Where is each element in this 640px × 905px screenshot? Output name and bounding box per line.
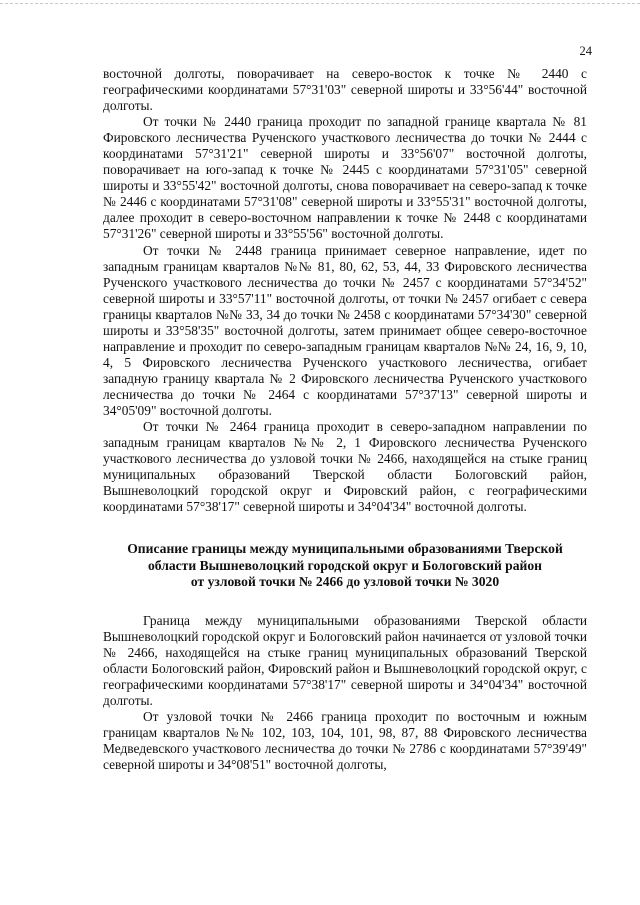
section-heading-line: области Вышневолоцкий городской округ и Бологовский район [147,557,543,573]
scan-edge-line [0,3,640,4]
document-body [103,66,587,773]
paragraph: От узловой точки № 2466 граница проходит по восточным и южным границам кварталов №№ 102, 103, 104, 101, 98, 87, 88 Фировского лесничества Медведевского участкового лесничества до точки № 2786 с координатами 57°39'49" северной широты и 34°08'51" восточной долготы, [103,709,587,773]
section-heading-line: от узловой точки № 2466 до узловой точки № 3020 [190,574,500,590]
section-heading [103,541,587,591]
paragraph: От точки № 2464 граница проходит в северо-западном направлении по западным границам кварталов №№ 2, 1 Фировского лесничества Рученского участкового лесничества до узловой точки № 2466, находящейся на стыке границ муниципальных образований Тверской области Бологовский район, Вышневолоцкий городской округ и Фировский район, с географическими координатами 57°38'17" северной широты и 34°04'34" восточной долготы. [103,419,587,515]
paragraph-continuation: восточной долготы, поворачивает на северо-восток к точке № 2440 с географическими координатами 57°31'03" северной широты и 33°56'44" восточной долготы. [103,66,587,114]
paragraph: Граница между муниципальными образованиями Тверской области Вышневолоцкий городской округ и Бологовский район начинается от узловой точки № 2466, находящейся на стыке границ муниципальных образований Тверской области Бологовский район, Фировский район и Вышневолоцкий городской округ, с географическими координатами 57°38'17" северной широты и 34°04'34" восточной долготы. [103,612,587,709]
page-number: 24 [579,44,592,58]
section-heading-line: Описание границы между муниципальными образованиями Тверской [127,541,563,557]
paragraph: От точки № 2440 граница проходит по западной границе квартала № 81 Фировского лесничества Рученского участкового лесничества до точки № 2444 с координатами 57°31'21" северной широты и 33°56'07" восточной долготы, поворачивает на юго-запад к точке № 2445 с координатами 57°31'05" северной широты и 33°55'42" восточной долготы, снова поворачивает на северо-запад к точке № 2446 с координатами 57°31'08" северной широты и 33°55'31" восточной долготы, далее проходит в северо-восточном направлении к точке № 2448 с координатами 57°31'26" северной широты и 33°55'56" восточной долготы. [103,114,587,242]
paragraph: От точки № 2448 граница принимает северное направление, идет по западным границам кварталов №№ 81, 80, 62, 53, 44, 33 Фировского лесничества Рученского участкового лесничества до точки № 2457 с координатами 57°34'52" северной широты и 33°57'11" восточной долготы, от точки № 2457 огибает с севера границы кварталов №№ 33, 34 до точки № 2458 с координатами 57°34'30" северной широты и 33°58'35" восточной долготы, затем принимает общее северо-восточное направление и проходит по северо-западным границам кварталов №№ 24, 16, 9, 10, 4, 5 Фировского лесничества Рученского участкового лесничества, огибает западную границу квартала № 2 Фировского лесничества Рученского участкового лесничества до точки № 2464 с координатами 57°37'13" северной широты и 34°05'09" восточной долготы. [103,242,587,418]
